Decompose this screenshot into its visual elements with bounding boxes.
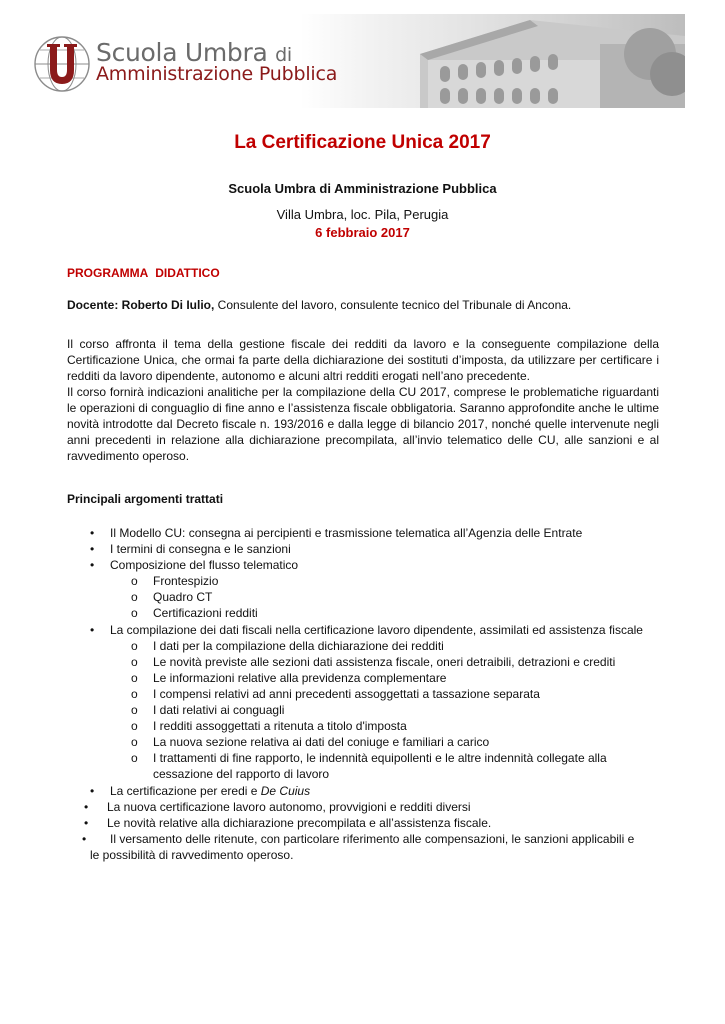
list-item [0, 783, 725, 799]
sub-bullet: o [131, 606, 138, 621]
brand-line-2: Amministrazione Pubblica [96, 63, 338, 85]
sub-list-item-text: I redditi assoggettati a ritenuta a titolo d'imposta [153, 719, 407, 734]
sub-list-item [0, 718, 725, 734]
sub-list-item [0, 654, 725, 670]
bullet: • [90, 622, 95, 637]
list-item-text: Il versamento delle ritenute, con particolare riferimento alle compensazioni, le sanzioni applicabili e [110, 831, 635, 846]
sub-bullet: o [131, 590, 138, 605]
sub-list-item-text: Le informazioni relative alla previdenza complementare [153, 670, 447, 685]
sub-list-item-text: Quadro CT [153, 590, 213, 605]
sub-list-item-text: cessazione del rapporto di lavoro [153, 767, 330, 782]
sub-list-item-text: Le novità previste alle sezioni dati assistenza fiscale, oneri detraibili, detrazioni e crediti [153, 654, 616, 669]
sub-list-item [0, 750, 725, 766]
sub-list-item-text: I trattamenti di fine rapporto, le indennità equipollenti e le altre indennità collegate alla [153, 751, 607, 766]
topics-list [0, 525, 725, 863]
program-heading: PROGRAMMA DIDATTICO [67, 266, 220, 280]
list-item [0, 541, 725, 557]
document-title: La Certificazione Unica 2017 [234, 132, 491, 153]
topics-heading: Principali argomenti trattati [67, 492, 224, 506]
sub-list-item-text: La nuova sezione relativa ai dati del coniuge e familiari a carico [153, 735, 490, 750]
sub-list-item [0, 702, 725, 718]
location: Villa Umbra, loc. Pila, Perugia [276, 207, 449, 222]
sub-bullet: o [131, 751, 138, 766]
brand-name-text: Scuola Umbra [96, 38, 268, 67]
list-item [0, 815, 725, 831]
sub-list-item-continuation [0, 766, 725, 782]
list-item-text [110, 783, 725, 799]
list-item [0, 831, 725, 847]
sub-list-item-text: I dati per la compilazione della dichiarazione dei redditi [153, 638, 444, 653]
sub-bullet: o [131, 686, 138, 701]
list-item-text-italic: De Cuius [260, 783, 311, 798]
paragraph-1: Il corso affronta il tema della gestione fiscale dei redditi da lavoro e la conseguente compilazione della Certificazione Unica, che ormai fa parte della dichiarazione dei sostituti d’imposta, da utilizzare per certificare i redditi da lavoro dipendente, autonomo e alcuni altri redditi erogati nell’ano precedente. [67, 337, 659, 383]
su-logo-icon [32, 34, 92, 94]
sub-list-item [0, 734, 725, 750]
list-item-text: La nuova certificazione lavoro autonomo, provvigioni e redditi diversi [107, 799, 471, 814]
sub-list-item [0, 573, 725, 589]
letterhead [0, 0, 725, 112]
sub-list-item-text: Frontespizio [153, 574, 219, 589]
sub-list-item [0, 605, 725, 621]
list-item [0, 799, 725, 815]
sub-bullet: o [131, 703, 138, 718]
sub-bullet: o [131, 574, 138, 589]
sub-list-item [0, 686, 725, 702]
list-item-text: Le novità relative alla dichiarazione precompilata e all’assistenza fiscale. [107, 815, 492, 830]
list-item-text-part: La certificazione per eredi e [110, 783, 261, 798]
sub-list-item-text: I dati relativi ai conguagli [153, 703, 285, 718]
sub-list-item [0, 638, 725, 654]
sub-list-item [0, 670, 725, 686]
villa-building-illustration [300, 14, 685, 108]
bullet: • [84, 815, 89, 830]
event-date: 6 febbraio 2017 [315, 225, 410, 240]
villa-photo [300, 14, 685, 108]
bullet: • [84, 799, 89, 814]
sub-list-item-text: Certificazioni redditi [153, 606, 258, 621]
paragraph-2: Il corso fornirà indicazioni analitiche per la compilazione della CU 2017, comprese le problematiche riguardanti le operazioni di conguaglio di fine anno e l’assistenza fiscale obbligatoria. Saranno approfondite anche le ultime novità introdotte dal Decreto fiscale n. 193/2016 e dalla legge di bilancio 2017, nonché quelle intervenute negli anni precedenti in relazione alla dichiarazione precompilata, all’invio telematico delle CU, alle sanzioni e al ravvedimento operoso. [67, 385, 659, 463]
organization: Scuola Umbra di Amministrazione Pubblica [228, 181, 497, 196]
teacher-label: Docente: Roberto Di Iulio, [67, 298, 215, 312]
list-item-text: La compilazione dei dati fiscali nella certificazione lavoro dipendente, assimilati ed assistenza fiscale [110, 622, 643, 637]
brand-di-text: di [275, 44, 292, 66]
bullet: • [90, 542, 95, 557]
sub-bullet: o [131, 670, 138, 685]
list-item-text: I termini di consegna e le sanzioni [110, 542, 291, 557]
list-item-text: Il Modello CU: consegna ai percipienti e trasmissione telematica all’Agenzia delle Entrate [110, 526, 583, 540]
list-item [0, 622, 725, 638]
list-item-text: le possibilità di ravvedimento operoso. [90, 847, 294, 862]
list-item-text: Composizione del flusso telematico [110, 558, 299, 573]
sub-bullet: o [131, 735, 138, 750]
course-description [67, 336, 659, 464]
sub-bullet: o [131, 654, 138, 669]
bullet: • [90, 558, 95, 573]
sub-bullet: o [131, 719, 138, 734]
list-item-continuation [0, 847, 725, 863]
sub-list-item-text: I compensi relativi ad anni precedenti assoggettati a tassazione separata [153, 686, 540, 701]
bullet: • [90, 783, 95, 798]
list-item [0, 557, 725, 573]
bullet: • [82, 831, 87, 846]
bullet: • [90, 526, 95, 540]
sub-bullet: o [131, 638, 138, 653]
sub-list-item [0, 589, 725, 605]
teacher-line [67, 298, 571, 312]
teacher-description: Consulente del lavoro, consulente tecnico del Tribunale di Ancona. [214, 298, 572, 312]
list-item [0, 525, 725, 541]
